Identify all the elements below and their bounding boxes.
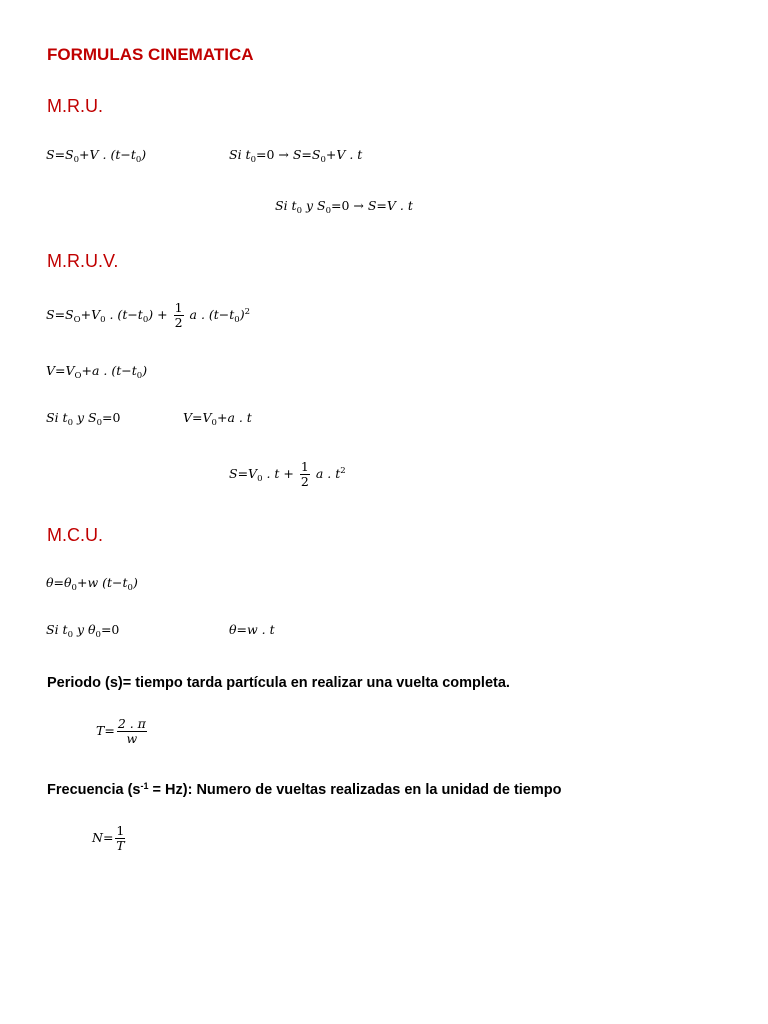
formula-mru-position: $S=S_0+V$ . $(t-t_0)$ (46, 147, 147, 165)
frecuencia-exponent: -1 (140, 781, 149, 791)
formula-mcu-angle-simple: θ=w . t (229, 622, 275, 637)
formula-periodo: T= $\frac{2 . \pi}{w}$ (96, 716, 146, 746)
formula-mruv-velocity-simple: $V=V_0+a$ . t (183, 410, 252, 428)
frecuencia-prefix: Frecuencia (s (47, 782, 141, 798)
formula-mruv-condition: Si $t_0$ y $S_0=0$ (46, 410, 121, 428)
formula-mcu-condition: Si $t_0$ y $\theta_0=0$ (46, 622, 120, 640)
formula-mcu-angle: $\theta=\theta_0+w$ $(t-t_0)$ (46, 575, 138, 593)
section-heading-mruv: M.R.U.V. (47, 251, 119, 271)
formula-mruv-velocity: $V=V_O+a$ . $(t-t_0)$ (46, 363, 148, 381)
page-title: FORMULAS CINEMATICA (47, 45, 254, 64)
formula-mruv-position: $S=S_O+V_0$ . $(t-t_0)$ + $\frac{1}{2}$ a . $(t-t_0)^2$ (46, 300, 251, 330)
paragraph-periodo: Periodo (s)= tiempo tarda partícula en realizar una vuelta completa. (47, 675, 510, 691)
frecuencia-suffix: = Hz): Numero de vueltas realizadas en la unidad de tiempo (148, 782, 562, 798)
formula-frecuencia: N= $\frac{1}{T}$ (92, 823, 125, 853)
formula-mru-t0-s0-zero: Si $t_0$ y $S_0=0 \to S=V$ . t (275, 198, 413, 216)
formula-mruv-position-simple: $S=V_0$ . t + $\frac{1}{2}$ a . $t^2$ (229, 459, 346, 489)
formula-mru-t0-zero: Si $t_0=0 \to S=S_0+V$ . t (229, 147, 363, 165)
section-heading-mcu: M.C.U. (47, 525, 103, 545)
section-heading-mru: M.R.U. (47, 96, 103, 116)
paragraph-frecuencia (47, 781, 561, 798)
